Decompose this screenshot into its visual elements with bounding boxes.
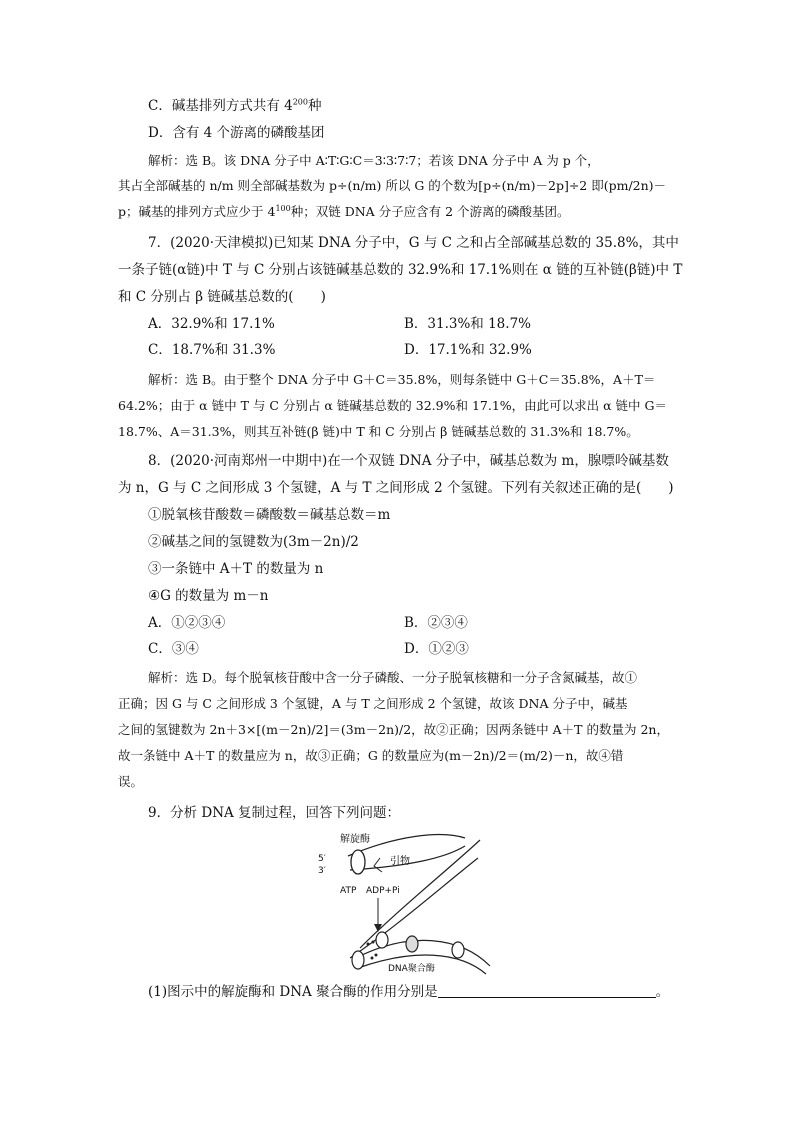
label-atp: ATP bbox=[340, 886, 357, 896]
label-5prime: 5′ bbox=[318, 854, 326, 864]
polymerase-shape-2 bbox=[406, 936, 418, 952]
q8-statement-2: ②碱基之间的氢键数为(3m－2n)/2 bbox=[148, 534, 359, 550]
q8-option-c: C．③④ bbox=[148, 641, 199, 657]
q8-explanation-line-3: 之间的氢键数为 2n＋3×[(m－2n)/2]＝(3m－2n)/2，故②正确；因两条链中 A＋T 的数量为 2n， bbox=[118, 722, 669, 737]
q8-stem-line-1: 8．(2020·河南郑州一中期中)在一个双链 DNA 分子中，碱基总数为 m，腺嘌呤碱基数 bbox=[148, 453, 669, 469]
answer-blank[interactable] bbox=[438, 983, 656, 998]
label-3prime: 3′ bbox=[318, 866, 326, 876]
q9-sub1: (1)图示中的解旋酶和 DNA 聚合酶的作用分别是 。 bbox=[148, 984, 670, 1000]
label-polymerase: DNA聚合酶 bbox=[388, 964, 435, 974]
q8-statement-4: ④G 的数量为 m－n bbox=[148, 588, 269, 604]
q6-option-c: C．碱基排列方式共有 $4^{200}$种 bbox=[148, 97, 322, 114]
q7-explanation-line-2: 64.2%；由于 α 链中 T 与 C 分别占 α 链碱基总数的 32.9%和 17.1%，由此可以求出 α 链中 G＝ bbox=[118, 398, 667, 413]
label-primer: 引物 bbox=[390, 856, 410, 867]
q7-option-d: D．17.1%和 32.9% bbox=[404, 342, 532, 358]
q8-option-a: A．①②③④ bbox=[148, 615, 226, 631]
q8-stem-line-2: 为 n，G 与 C 之间形成 3 个氢键，A 与 T 之间形成 2 个氢键。下列有关叙述正确的是( ) bbox=[118, 480, 674, 496]
q8-explanation-line-1: 解析：选 D。每个脱氧核苷酸中含一分子磷酸、一分子脱氧核糖和一分子含氮碱基，故① bbox=[148, 670, 637, 685]
q6-explanation-line-1: 解析：选 B。该 DNA 分子中 A∶T∶G∶C＝3∶3∶7∶7；若该 DNA 分子中 A 为 p 个， bbox=[148, 153, 600, 168]
q7-stem-line-1: 7．(2020·天津模拟)已知某 DNA 分子中，G 与 C 之和占全部碱基总数的 35.8%，其中 bbox=[148, 235, 679, 251]
q6-explanation-line-3: p；碱基的排列方式应少于 $4^{100}$种；双链 DNA 分子应含有 2 个游离的磷酸基团。 bbox=[118, 203, 570, 219]
q8-statement-1: ①脱氧核苷酸数＝磷酸数＝碱基总数＝m bbox=[148, 507, 391, 523]
q8-explanation-line-4: 故一条链中 A＋T 的数量应为 n，故③正确；G 的数量应为(m－2n)/2＝(m/2)－n，故④错 bbox=[118, 748, 624, 763]
polymerase-shape-1 bbox=[376, 932, 388, 948]
dna-replication-figure bbox=[300, 828, 500, 978]
label-helicase: 解旋酶 bbox=[340, 834, 370, 845]
q7-stem-line-3: 和 C 分别占 β 链碱基总数的( ) bbox=[118, 289, 326, 305]
q8-explanation-line-2: 正确；因 G 与 C 之间形成 3 个氢键，A 与 T 之间形成 2 个氢键，故该 DNA 分子中，碱基 bbox=[118, 696, 628, 711]
polymerase-shape-4 bbox=[352, 951, 364, 969]
q7-stem-line-2: 一条子链(α链)中 T 与 C 分别占该链碱基总数的 32.9%和 17.1%则在 α 链的互补链(β链)中 T bbox=[118, 262, 683, 278]
label-adp: ADP+Pi bbox=[366, 886, 400, 896]
q8-option-b: B．②③④ bbox=[404, 615, 468, 631]
q8-option-d: D．①②③ bbox=[404, 641, 469, 657]
q7-option-c: C．18.7%和 31.3% bbox=[148, 342, 276, 358]
helicase-shape bbox=[351, 850, 365, 874]
q6-explanation-line-2: 其占全部碱基的 n/m 则全部碱基数为 p÷(n/m) 所以 G 的个数为[p÷(n/m)－2p]÷2 即(pm/2n)－ bbox=[118, 178, 667, 193]
q6-option-d: D．含有 4 个游离的磷酸基团 bbox=[148, 125, 325, 141]
q7-explanation-line-1: 解析：选 B。由于整个 DNA 分子中 G＋C＝35.8%，则每条链中 G＋C＝35.8%，A＋T＝ bbox=[148, 372, 656, 387]
q9-stem: 9．分析 DNA 复制过程，回答下列问题： bbox=[148, 805, 401, 821]
q7-option-b: B．31.3%和 18.7% bbox=[404, 316, 531, 332]
q7-option-a: A．32.9%和 17.1% bbox=[148, 316, 275, 332]
q7-explanation-line-3: 18.7%、A＝31.3%，则其互补链(β 链)中 T 和 C 分别占 β 链碱基总数的 31.3%和 18.7%。 bbox=[118, 424, 639, 439]
q8-explanation-line-5: 误。 bbox=[118, 774, 144, 789]
polymerase-shape-3 bbox=[452, 942, 464, 958]
q8-statement-3: ③一条链中 A＋T 的数量为 n bbox=[148, 561, 324, 577]
